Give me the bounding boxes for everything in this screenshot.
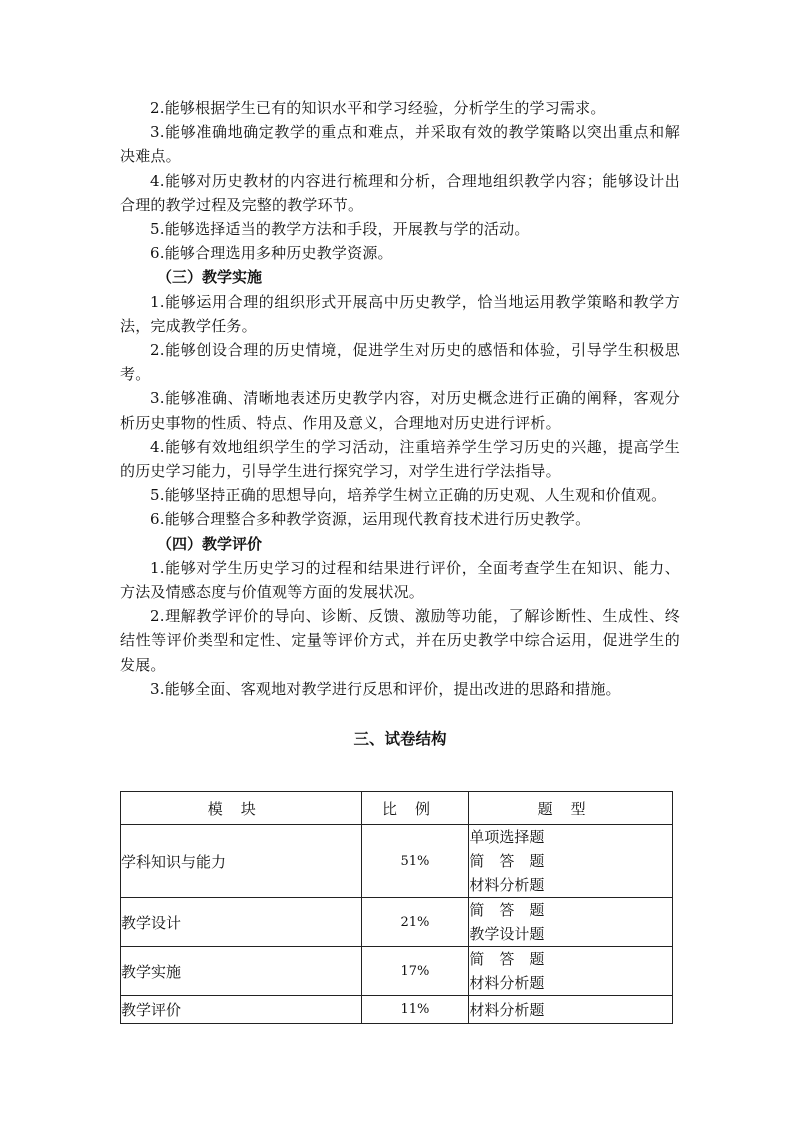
implementation-item: 1.能够运用合理的组织形式开展高中历史教学，恰当地运用教学策略和教学方法，完成教学任务。 <box>120 292 680 335</box>
types-cell <box>469 825 673 898</box>
table-row <box>121 898 673 947</box>
implementation-item: 3.能够准确、清晰地表述历史教学内容，对历史概念进行正确的阐释，客观分析历史事物的性质、特点、作用及意义，合理地对历史进行评析。 <box>120 389 680 432</box>
question-type: 简 答 题 <box>469 950 545 968</box>
types-cell <box>469 898 673 947</box>
design-item: 3.能够准确地确定教学的重点和难点，并采取有效的教学策略以突出重点和解决难点。 <box>120 123 680 166</box>
implementation-item: 6.能够合理整合多种教学资源，运用现代教育技术进行历史教学。 <box>150 510 591 529</box>
module-cell: 学科知识与能力 <box>121 825 362 898</box>
evaluation-item: 3.能够全面、客观地对教学进行反思和评价，提出改进的思路和措施。 <box>150 679 621 698</box>
header-types: 题型 <box>469 792 673 825</box>
question-type: 单项选择题 <box>469 828 545 846</box>
question-type: 简 答 题 <box>469 852 545 870</box>
implementation-item: 2.能够创设合理的历史情境，促进学生对历史的感悟和体验，引导学生积极思考。 <box>120 341 680 384</box>
types-cell <box>469 947 673 996</box>
design-item: 5.能够选择适当的教学方法和手段，开展教与学的活动。 <box>150 220 530 239</box>
table-row <box>121 947 673 996</box>
implementation-item: 5.能够坚持正确的思想导向，培养学生树立正确的历史观、人生观和价值观。 <box>150 486 667 505</box>
design-item: 4.能够对历史教材的内容进行梳理和分析，合理地组织教学内容；能够设计出合理的教学过程及完整的教学环节。 <box>120 171 680 214</box>
header-module: 模块 <box>121 792 362 825</box>
module-cell: 教学实施 <box>121 947 362 996</box>
design-item: 6.能够合理选用多种历史教学资源。 <box>150 244 393 263</box>
question-type: 简 答 题 <box>469 901 545 919</box>
header-ratio: 比例 <box>361 792 469 825</box>
table-header-row <box>121 792 673 825</box>
table-row <box>121 996 673 1024</box>
document-body <box>120 96 680 749</box>
question-type: 教学设计题 <box>469 925 545 943</box>
ratio-cell: 11% <box>361 996 469 1024</box>
types-cell <box>469 996 673 1024</box>
ratio-cell: 17% <box>361 947 469 996</box>
exam-structure-table <box>120 791 673 1024</box>
ratio-cell: 51% <box>361 825 469 898</box>
question-type: 材料分析题 <box>469 974 545 992</box>
evaluation-heading: （四）教学评价 <box>157 534 263 553</box>
evaluation-item: 2.理解教学评价的导向、诊断、反馈、激励等功能，了解诊断性、生成性、终结性等评价类型和定性、定量等评价方式，并在历史教学中综合运用，促进学生的发展。 <box>120 607 680 674</box>
implementation-item: 4.能够有效地组织学生的学习活动，注重培养学生学习历史的兴趣，提高学生的历史学习能力，引导学生进行探究学习，对学生进行学法指导。 <box>120 437 680 481</box>
design-item: 2.能够根据学生已有的知识水平和学习经验，分析学生的学习需求。 <box>150 99 606 117</box>
evaluation-item: 1.能够对学生历史学习的过程和结果进行评价，全面考查学生在知识、能力、方法及情感态度与价值观等方面的发展状况。 <box>120 558 680 602</box>
module-cell: 教学评价 <box>121 996 362 1024</box>
module-cell: 教学设计 <box>121 898 362 947</box>
question-type: 材料分析题 <box>469 1000 545 1019</box>
question-type: 材料分析题 <box>469 876 545 894</box>
ratio-cell: 21% <box>361 898 469 947</box>
implementation-heading: （三）教学实施 <box>157 268 263 287</box>
table-row <box>121 825 673 898</box>
section-title: 三、试卷结构 <box>353 729 447 749</box>
